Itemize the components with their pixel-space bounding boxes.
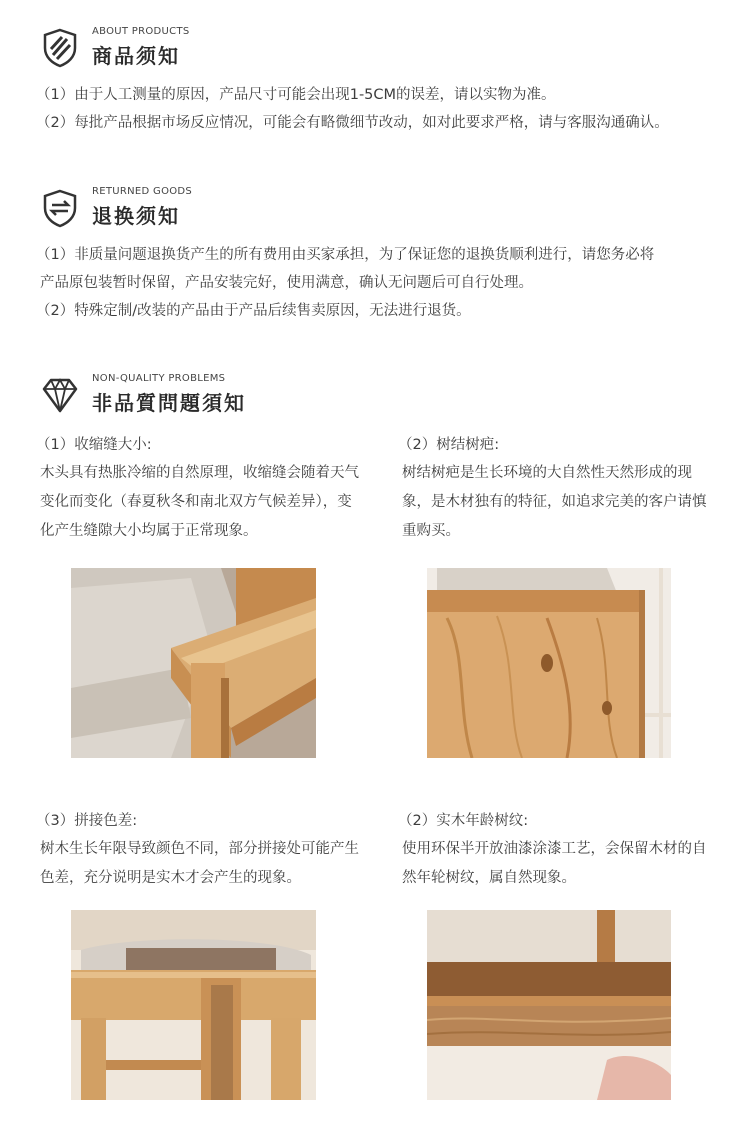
grain-photo: [427, 910, 671, 1100]
quality-cn-title: 非品質問題須知: [92, 391, 246, 415]
shrink-gap-photo: [71, 568, 316, 758]
shield-icon: [40, 28, 80, 68]
products-cn-title: 商品须知: [92, 44, 180, 68]
splice-color-text: 树木生长年限导致颜色不同，部分拼接处可能产生色差，充分说明是实木才会产生的现象。: [40, 841, 359, 886]
products-line-2: （2）每批产品根据市场反应情况，可能会有略微细节改动，如对此要求严格，请与客服沟通确认。: [36, 115, 669, 131]
returns-en-title: RETURNED GOODS: [92, 186, 193, 197]
splice-color-photo: [71, 910, 316, 1100]
quality-en-title: NON-QUALITY PROBLEMS: [92, 373, 226, 384]
returns-cn-title: 退换须知: [92, 204, 180, 228]
knot-text: 树结树疤是生长环境的大自然性天然形成的现象，是木材独有的特征，如追求完美的客户请慎重购买。: [402, 465, 707, 539]
grain-text: 使用环保半开放油漆涂漆工艺，会保留木材的自然年轮树纹，属自然现象。: [402, 841, 707, 886]
return-shield-icon: [40, 188, 80, 228]
grain-heading: （2）实木年龄树纹:: [398, 813, 529, 829]
knot-heading: （2）树结树疤:: [398, 437, 500, 453]
knot-photo: [427, 568, 671, 758]
products-en-title: ABOUT PRODUCTS: [92, 26, 190, 37]
returns-line-3: （2）特殊定制/改装的产品由于产品后续售卖原因，无法进行退货。: [36, 303, 471, 319]
returns-line-1: （1）非质量问题退换货产生的所有费用由买家承担，为了保证您的退换货顺利进行，请您务必将: [36, 247, 655, 263]
shrink-gap-heading: （1）收缩缝大小:: [36, 437, 152, 453]
returns-line-2: 产品原包装暂时保留，产品安装完好，使用满意，确认无问题后可自行处理。: [40, 275, 533, 291]
splice-color-heading: （3）拼接色差:: [36, 813, 138, 829]
products-line-1: （1）由于人工测量的原因，产品尺寸可能会出现1-5CM的误差，请以实物为准。: [36, 87, 556, 103]
diamond-icon: [40, 375, 80, 415]
shrink-gap-text: 木头具有热胀冷缩的自然原理，收缩缝会随着天气变化而变化（春夏秋冬和南北双方气候差异），变化产生缝隙大小均属于正常现象。: [40, 465, 359, 539]
